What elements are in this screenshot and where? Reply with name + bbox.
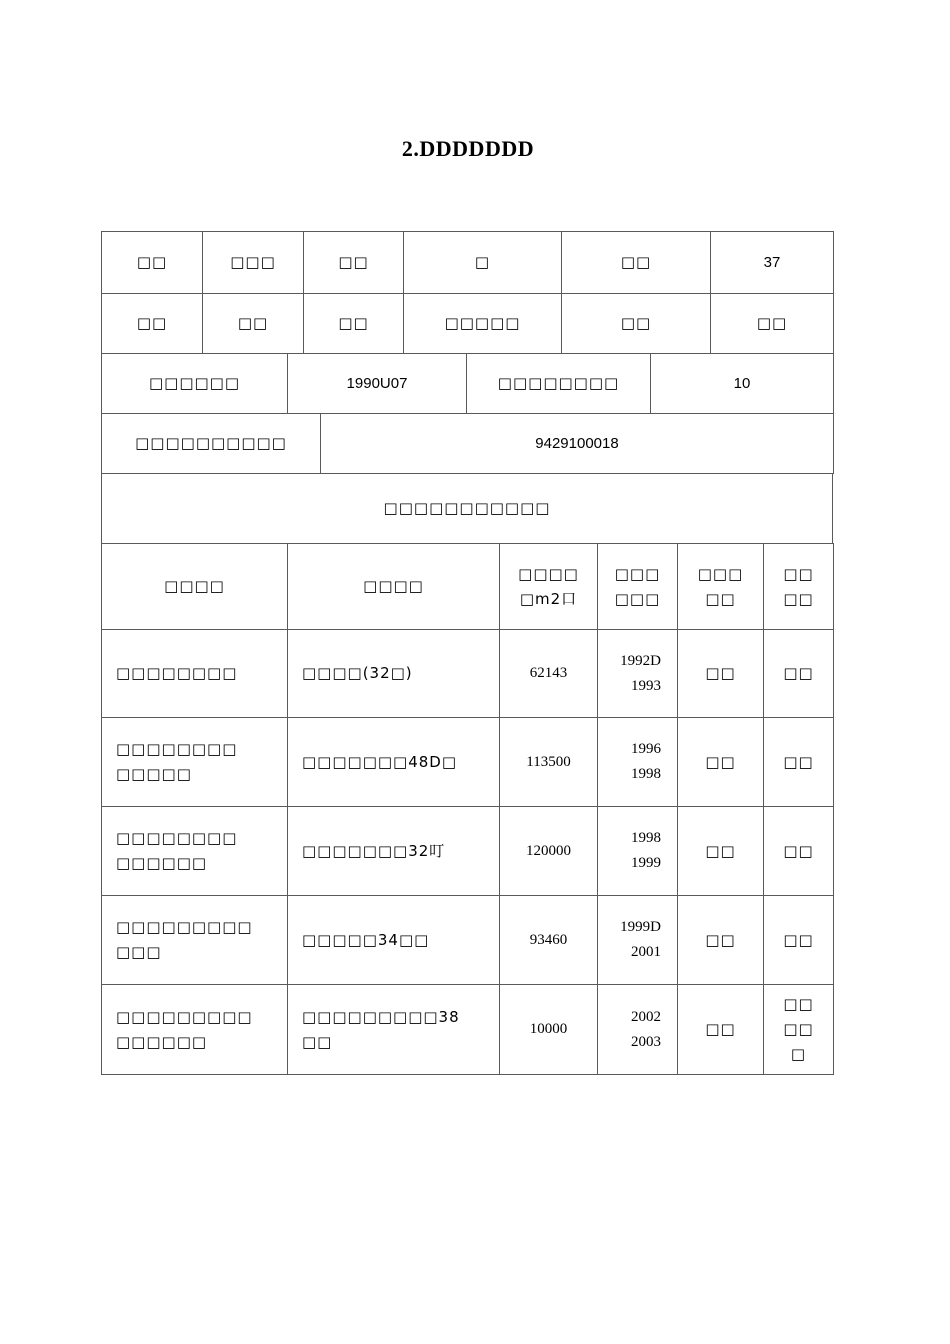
header-quality-line1: □□ — [783, 564, 814, 583]
project-quality — [764, 985, 834, 1075]
project-area: 113500 — [500, 718, 598, 807]
header-project-desc: □□□□ — [288, 544, 500, 630]
info-label-cell: □□ — [102, 294, 203, 354]
project-name-line: □□□□□□□□ — [116, 664, 238, 682]
project-name — [102, 896, 288, 985]
info-row-1 — [102, 232, 834, 294]
info-label-cell: □□ — [102, 232, 203, 294]
project-year-start: 1998 — [631, 830, 661, 846]
info-label-cell: □□ — [562, 294, 711, 354]
header-role — [678, 544, 764, 630]
section-header: □□□□□□□□□□□ — [102, 474, 833, 544]
header-quality — [764, 544, 834, 630]
header-area-line2: □m2口 — [519, 589, 578, 608]
project-years — [598, 985, 678, 1075]
project-years — [598, 807, 678, 896]
certificate-number: 9429100018 — [321, 414, 834, 474]
info-label-cell: □□□□□□□□□□ — [102, 414, 321, 474]
project-name-line: □□□□□□□□ — [116, 829, 238, 847]
header-area-line1: □□□□ — [518, 564, 579, 583]
table-row — [102, 718, 834, 807]
project-year-start: 1996 — [631, 741, 661, 757]
project-name — [102, 807, 288, 896]
header-role-line2: □□ — [705, 589, 736, 608]
project-desc-line: □□ — [302, 1032, 333, 1051]
project-quality — [764, 630, 834, 718]
personal-info-table — [101, 231, 834, 354]
project-role — [678, 896, 764, 985]
project-area: 10000 — [500, 985, 598, 1075]
project-desc-line: □□□□□□□48D□ — [302, 752, 458, 771]
project-year-start: 2002 — [631, 1008, 661, 1025]
project-quality-line: □□ — [783, 930, 814, 949]
project-role — [678, 718, 764, 807]
projects-header-row — [102, 544, 834, 630]
project-name-line: □□□□□ — [116, 765, 192, 783]
age-value: 37 — [711, 232, 834, 294]
info-label-cell: □□ — [562, 232, 711, 294]
info-value-cell: □□ — [711, 294, 834, 354]
header-period-line1: □□□ — [614, 564, 661, 583]
projects-table — [101, 543, 834, 1075]
project-year-start: 1999D — [620, 919, 661, 935]
project-name-line: □□□□□□ — [116, 1032, 208, 1051]
info-label-cell: □□□□□□ — [102, 354, 288, 414]
project-name-line: □□□□□□□□□ — [116, 918, 253, 936]
project-quality — [764, 807, 834, 896]
project-desc — [288, 718, 500, 807]
project-role — [678, 807, 764, 896]
table-row — [102, 630, 834, 718]
info-value-cell: □□□ — [203, 232, 304, 294]
header-area — [500, 544, 598, 630]
header-period — [598, 544, 678, 630]
project-desc-line: □□□□□□□32叮 — [302, 841, 446, 860]
table-row — [102, 985, 834, 1075]
project-role — [678, 630, 764, 718]
section-header-table — [101, 473, 833, 544]
project-desc-line: □□□□(32□) — [302, 664, 413, 682]
years-value: 10 — [651, 354, 834, 414]
table-row — [102, 896, 834, 985]
project-desc-line: □□□□□□□□□38 — [302, 1007, 460, 1026]
project-desc — [288, 807, 500, 896]
project-quality-line: □ — [790, 1045, 807, 1063]
table-row — [102, 807, 834, 896]
project-quality-line: □□ — [783, 995, 814, 1013]
info-row-3 — [102, 354, 834, 414]
info-label-cell: □□□□□□□□ — [467, 354, 651, 414]
project-years — [598, 718, 678, 807]
project-quality-line: □□ — [783, 752, 814, 771]
project-quality-line: □□ — [783, 841, 814, 860]
project-name — [102, 630, 288, 718]
certificate-table — [101, 413, 834, 474]
info-label-cell: □□ — [304, 232, 404, 294]
info-value-cell: □ — [404, 232, 562, 294]
project-name — [102, 718, 288, 807]
info-row-4 — [102, 414, 834, 474]
project-role-line: □□ — [705, 841, 736, 860]
project-role — [678, 985, 764, 1075]
start-date-value: 1990U07 — [288, 354, 467, 414]
project-desc — [288, 896, 500, 985]
project-year-end: 1999 — [631, 855, 661, 871]
header-project-name: □□□□ — [102, 544, 288, 630]
project-year-end: 1998 — [631, 766, 661, 782]
header-role-line1: □□□ — [697, 564, 744, 583]
info-row-2 — [102, 294, 834, 354]
project-role-line: □□ — [705, 930, 736, 949]
project-area: 120000 — [500, 807, 598, 896]
project-year-start: 1992D — [620, 652, 661, 669]
project-year-end: 2003 — [631, 1033, 661, 1050]
project-area: 62143 — [500, 630, 598, 718]
project-years — [598, 630, 678, 718]
project-role-line: □□ — [705, 664, 736, 682]
project-quality — [764, 896, 834, 985]
project-desc — [288, 630, 500, 718]
project-desc-line: □□□□□34□□ — [302, 930, 430, 949]
info-value-cell: □□ — [203, 294, 304, 354]
project-name-line: □□□□□□□□ — [116, 740, 238, 758]
project-quality-line: □□ — [783, 1020, 814, 1038]
project-quality-line: □□ — [783, 664, 814, 682]
page-title: 2.DDDDDDD — [401, 136, 535, 161]
info-value-cell: □□□□□ — [404, 294, 562, 354]
project-year-end: 1993 — [631, 677, 661, 694]
project-year-end: 2001 — [631, 944, 661, 960]
project-name — [102, 985, 288, 1075]
project-years — [598, 896, 678, 985]
project-name-line: □□□□□□ — [116, 854, 208, 872]
project-area: 93460 — [500, 896, 598, 985]
project-role-line: □□ — [705, 1020, 736, 1038]
project-name-line: □□□□□□□□□ — [116, 1007, 253, 1026]
project-quality — [764, 718, 834, 807]
info-label-cell: □□ — [304, 294, 404, 354]
work-info-table — [101, 353, 834, 414]
project-desc — [288, 985, 500, 1075]
header-period-line2: □□□ — [614, 589, 661, 608]
header-quality-line2: □□ — [783, 589, 814, 608]
project-role-line: □□ — [705, 752, 736, 771]
project-name-line: □□□ — [116, 943, 162, 961]
